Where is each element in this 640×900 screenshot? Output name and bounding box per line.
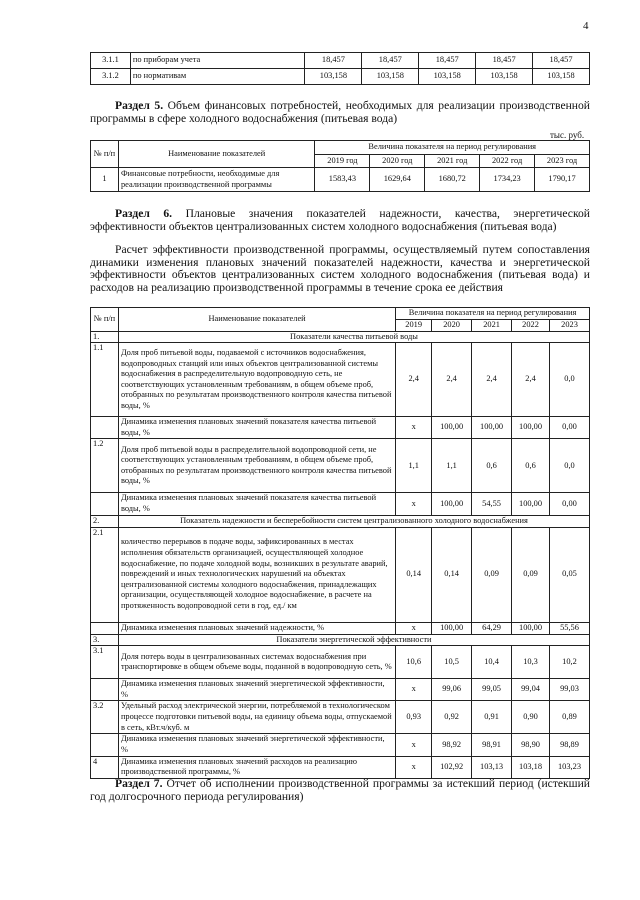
row-number — [91, 417, 119, 439]
section6-paragraph: Расчет эффективности производственной программы, осуществляемый путем сопоставления динамики изменения плановых значений показателей надежности, качества и энергетической эффективности объектов централизованных систем холодного водоснабжения (питьевая вода) и расходов на реализацию производственной программы в течение срока ее действия — [90, 243, 590, 294]
year-header: 2020 год — [370, 155, 425, 168]
year-header: 2023 год — [535, 155, 590, 168]
row-value: x — [396, 734, 432, 756]
finance-row-name: Финансовые потребности, необходимые для реализации производственной программы — [118, 168, 315, 192]
row-name: Динамика изменения плановых значений энергетической эффективности, % — [118, 679, 395, 701]
year-header: 2022 год — [480, 155, 535, 168]
row-name: Динамика изменения плановых значений расходов на реализацию производственной программы, % — [118, 756, 395, 778]
row-value: 100,00 — [512, 493, 550, 515]
row-name: Доля проб питьевой воды, подаваемой с источников водоснабжения, водопроводных станций или иных объектов централизованной системы водоснабжения в распределительную водопроводную сеть, не соответствующих установленным требованиям, в общем объеме проб, отобранных по результатам производственного контроля качества питьевой воды, % — [118, 343, 395, 417]
row-value: 64,29 — [472, 622, 512, 634]
row-value: 0,0 — [550, 439, 590, 493]
row-value: 0,91 — [472, 701, 512, 734]
indicators-group-header: Величина показателя на период регулирования — [396, 308, 590, 320]
row-value: 0,00 — [550, 493, 590, 515]
row-value: 18,457 — [533, 53, 590, 69]
page-number: 4 — [583, 20, 589, 32]
section-title: Показатель надежности и бесперебойности систем централизованного холодного водоснабжения — [118, 515, 589, 527]
row-number: 3.1.2 — [91, 69, 131, 85]
finance-row-num: 1 — [91, 168, 119, 192]
year-header: 2019 — [396, 320, 432, 332]
row-number: 3.1.1 — [91, 53, 131, 69]
row-value: 100,00 — [512, 417, 550, 439]
row-value: 103,23 — [550, 756, 590, 778]
row-number — [91, 734, 119, 756]
row-number — [91, 493, 119, 515]
row-value: 99,04 — [512, 679, 550, 701]
row-value: 98,91 — [472, 734, 512, 756]
row-value: 0,6 — [512, 439, 550, 493]
row-value: 0,90 — [512, 701, 550, 734]
table-row — [91, 679, 590, 701]
row-number: 1.1 — [91, 343, 119, 417]
table-row — [91, 439, 590, 493]
section5-title: Объем финансовых потребностей, необходимых для реализации производственной программы в сфере холодного водоснабжения (питьевая вода) — [90, 99, 590, 125]
row-value: 18,457 — [362, 53, 419, 69]
table-row — [91, 493, 590, 515]
row-value: 2,4 — [432, 343, 472, 417]
row-name: по нормативам — [130, 69, 305, 85]
row-value: 10,2 — [550, 646, 590, 679]
row-value: 99,06 — [432, 679, 472, 701]
row-name: Динамика изменения плановых значений показателя качества питьевой воды, % — [118, 417, 395, 439]
row-name: Динамика изменения плановых значений энергетической эффективности, % — [118, 734, 395, 756]
row-number: 3.1 — [91, 646, 119, 679]
finance-group-header: Величина показателя на период регулирования — [315, 141, 590, 155]
section6-heading — [90, 207, 590, 233]
row-value: 98,92 — [432, 734, 472, 756]
row-value: 0,14 — [396, 527, 432, 622]
row-value: 103,13 — [472, 756, 512, 778]
section-number: 1. — [91, 331, 119, 343]
row-value: x — [396, 679, 432, 701]
row-value: x — [396, 622, 432, 634]
section-row — [91, 331, 590, 343]
top-table — [90, 52, 590, 85]
section-row — [91, 515, 590, 527]
row-value: 1,1 — [396, 439, 432, 493]
year-header: 2021 год — [425, 155, 480, 168]
row-value: 0,09 — [512, 527, 550, 622]
row-name: по приборам учета — [130, 53, 305, 69]
table-row — [91, 343, 590, 417]
row-value: 100,00 — [432, 622, 472, 634]
table-row — [91, 734, 590, 756]
row-number: 2.1 — [91, 527, 119, 622]
finance-num-header: № п/п — [91, 141, 119, 168]
finance-value: 1734,23 — [480, 168, 535, 192]
section5-label: Раздел 5. — [115, 99, 164, 112]
row-value: 103,158 — [476, 69, 533, 85]
indicators-num-header: № п/п — [91, 308, 119, 332]
year-header: 2021 — [472, 320, 512, 332]
section6-title: Плановые значения показателей надежности, качества, энергетической эффективности объектов централизованных систем холодного водоснабжения (питьевая вода) — [90, 207, 590, 233]
row-value: 2,4 — [512, 343, 550, 417]
section7-heading — [90, 777, 590, 803]
section-number: 3. — [91, 634, 119, 646]
table-row — [91, 756, 590, 778]
row-name: Динамика изменения плановых значений показателя качества питьевой воды, % — [118, 493, 395, 515]
row-value: 100,00 — [512, 622, 550, 634]
row-value: 0,09 — [472, 527, 512, 622]
indicators-table — [90, 307, 590, 779]
table-row — [91, 69, 590, 85]
section5-units: тыс. руб. — [550, 130, 585, 140]
finance-value: 1629,64 — [370, 168, 425, 192]
row-value: 0,05 — [550, 527, 590, 622]
row-value: x — [396, 756, 432, 778]
row-value: 103,18 — [512, 756, 550, 778]
year-header: 2022 — [512, 320, 550, 332]
row-value: 18,457 — [476, 53, 533, 69]
section5-heading — [90, 99, 590, 125]
row-value: 18,457 — [419, 53, 476, 69]
row-value: x — [396, 493, 432, 515]
row-name: Доля проб питьевой воды в распределительной водопроводной сети, не соответствующих установленным требованиям, в общем объеме проб, отобранных по результатам производственного контроля качества питьевой воды, % — [118, 439, 395, 493]
section-title: Показатели энергетической эффективности — [118, 634, 589, 646]
row-value: 0,89 — [550, 701, 590, 734]
row-value: 100,00 — [432, 417, 472, 439]
row-value: 1,1 — [432, 439, 472, 493]
row-value: 98,90 — [512, 734, 550, 756]
finance-value: 1790,17 — [535, 168, 590, 192]
row-value: 0,00 — [550, 417, 590, 439]
row-value: x — [396, 417, 432, 439]
row-value: 10,6 — [396, 646, 432, 679]
row-value: 99,05 — [472, 679, 512, 701]
row-value: 2,4 — [396, 343, 432, 417]
row-number: 4 — [91, 756, 119, 778]
row-value: 0,14 — [432, 527, 472, 622]
section-number: 2. — [91, 515, 119, 527]
row-value: 10,4 — [472, 646, 512, 679]
row-number — [91, 679, 119, 701]
row-value: 103,158 — [419, 69, 476, 85]
row-name: Динамика изменения плановых значений надежности, % — [118, 622, 395, 634]
section7-label: Раздел 7. — [115, 777, 163, 790]
section-title: Показатели качества питьевой воды — [118, 331, 589, 343]
indicators-name-header: Наименование показателей — [118, 308, 395, 332]
row-value: 100,00 — [432, 493, 472, 515]
section7-title: Отчет об исполнении производственной программы за истекший период (истекший год долгосрочного периода регулирования) — [90, 777, 591, 803]
row-value: 10,3 — [512, 646, 550, 679]
row-value: 10,5 — [432, 646, 472, 679]
row-value: 54,55 — [472, 493, 512, 515]
row-value: 0,92 — [432, 701, 472, 734]
table-row — [91, 622, 590, 634]
section6-label: Раздел 6. — [115, 207, 173, 220]
table-row — [91, 53, 590, 69]
row-value: 0,6 — [472, 439, 512, 493]
finance-name-header: Наименование показателей — [118, 141, 315, 168]
table-row — [91, 417, 590, 439]
row-name: Доля потерь воды в централизованных системах водоснабжения при транспортировке в общем объеме воды, поданной в водопроводную сеть, % — [118, 646, 395, 679]
year-header: 2020 — [432, 320, 472, 332]
row-name: Удельный расход электрической энергии, потребляемой в технологическом процессе подготовки питьевой воды, на единицу объема воды, отпускаемой в сеть, кВт.ч/куб. м — [118, 701, 395, 734]
row-name: количество перерывов в подаче воды, зафиксированных в местах исполнения обязательств организацией, осуществляющей холодное водоснабжение, по подаче холодной воды, возникших в результате аварий, повреждений и иных технологических нарушений на объектах централизованной системы холодного водоснабжения, принадлежащих организации, осуществляющей холодное водоснабжение, в расчете на протяженность водопроводной сети в год, ед./ км — [118, 527, 395, 622]
row-value: 98,89 — [550, 734, 590, 756]
year-header: 2023 — [550, 320, 590, 332]
row-number — [91, 622, 119, 634]
row-number: 1.2 — [91, 439, 119, 493]
row-number: 3.2 — [91, 701, 119, 734]
row-value: 103,158 — [305, 69, 362, 85]
row-value: 0,0 — [550, 343, 590, 417]
row-value: 99,03 — [550, 679, 590, 701]
row-value: 102,92 — [432, 756, 472, 778]
section-row — [91, 634, 590, 646]
row-value: 18,457 — [305, 53, 362, 69]
finance-value: 1583,43 — [315, 168, 370, 192]
row-value: 103,158 — [362, 69, 419, 85]
row-value: 103,158 — [533, 69, 590, 85]
table-row — [91, 701, 590, 734]
row-value: 55,56 — [550, 622, 590, 634]
table-row — [91, 527, 590, 622]
row-value: 100,00 — [472, 417, 512, 439]
year-header: 2019 год — [315, 155, 370, 168]
finance-table — [90, 140, 590, 192]
table-row — [91, 646, 590, 679]
row-value: 0,93 — [396, 701, 432, 734]
row-value: 2,4 — [472, 343, 512, 417]
finance-value: 1680,72 — [425, 168, 480, 192]
